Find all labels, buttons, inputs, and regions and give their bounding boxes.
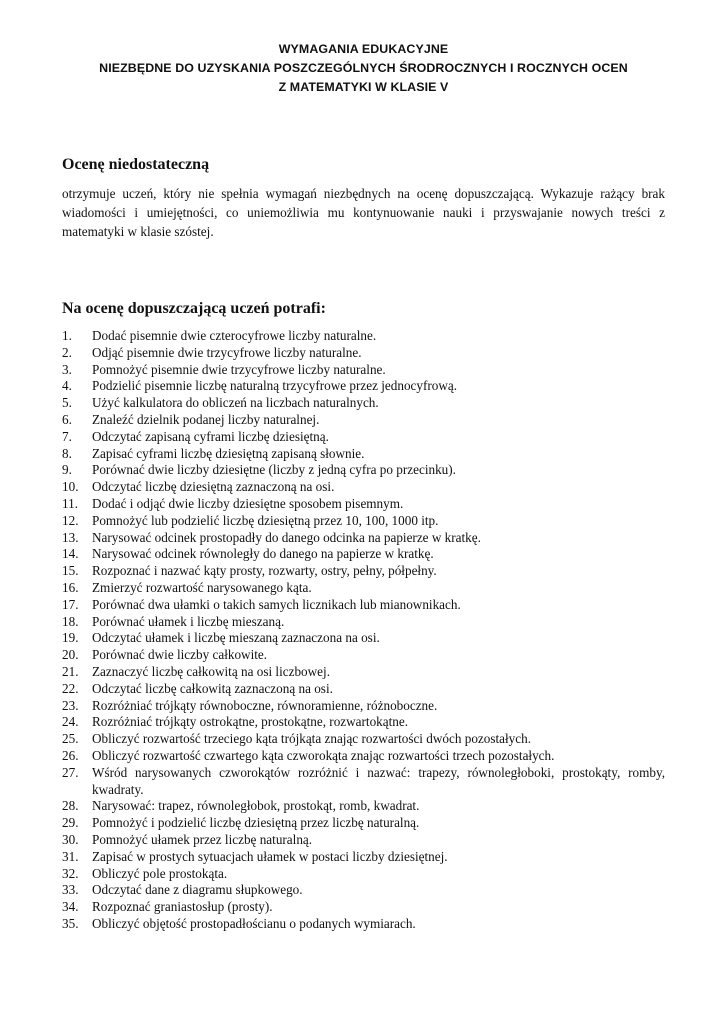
list-item [62, 446, 665, 463]
list-item-text: Odczytać ułamek i liczbę mieszaną zaznaczona na osi. [92, 630, 380, 646]
list-item-number: 22. [62, 680, 79, 696]
list-item [62, 866, 665, 883]
list-item-text: Porównać dwa ułamki o takich samych licznikach lub mianownikach. [92, 596, 461, 612]
list-item [62, 362, 665, 379]
list-item-text: Odczytać liczbę całkowitą zaznaczoną na osi. [92, 680, 333, 696]
list-item-number: 25. [62, 731, 79, 747]
list-item [62, 378, 665, 395]
list-item-number: 11. [62, 495, 78, 511]
list-item-text: Rozpoznać graniastosłup (prosty). [92, 899, 273, 915]
list-item [62, 429, 665, 446]
list-item [62, 765, 665, 799]
list-item [62, 681, 665, 698]
list-item [62, 462, 665, 479]
list-item-text: Odczytać dane z diagramu słupkowego. [92, 882, 303, 898]
list-item-text: Odczytać liczbę dziesiętną zaznaczoną na osi. [92, 479, 335, 495]
list-item-number: 16. [62, 579, 79, 595]
list-item-text: Odjąć pisemnie dwie trzycyfrowe liczby naturalne. [92, 344, 362, 360]
list-item-text: Dodać pisemnie dwie czterocyfrowe liczby naturalne. [92, 328, 377, 343]
list-item [62, 647, 665, 664]
section-paragraph-insufficient: otrzymuje uczeń, który nie spełnia wymagań niezbędnych na ocenę dopuszczającą. Wykazuje rażący brak wiadomości i umiejętności, co uniemożliwia mu kontynuowanie nauki i przyswajanie nowych treści z matematyki w klasie szóstej. [62, 186, 665, 239]
list-item-number: 17. [62, 596, 79, 612]
list-item-number: 24. [62, 714, 79, 730]
list-item-number: 13. [62, 529, 79, 545]
list-item-text: Porównać dwie liczby całkowite. [92, 647, 268, 663]
list-item-number: 5. [62, 395, 72, 411]
list-item-number: 14. [62, 546, 79, 562]
list-item-number: 32. [62, 865, 79, 881]
list-item-text: Obliczyć objętość prostopadłościanu o podanych wymiarach. [92, 915, 416, 931]
list-item-number: 28. [62, 798, 79, 814]
list-item-text: Porównać ułamek i liczbę mieszaną. [92, 613, 285, 629]
list-item [62, 664, 665, 681]
list-item-text: Obliczyć rozwartość czwartego kąta czworokąta znając rozwartości trzech pozostałych. [92, 747, 555, 763]
list-item [62, 530, 665, 547]
list-item [62, 412, 665, 429]
list-item [62, 479, 665, 496]
list-item-text: Dodać i odjąć dwie liczby dziesiętne sposobem pisemnym. [92, 495, 404, 511]
list-item [62, 546, 665, 563]
list-item [62, 748, 665, 765]
list-item-number: 8. [62, 445, 72, 461]
title-line-1: WYMAGANIA EDUKACYJNE [278, 42, 449, 56]
list-item [62, 698, 665, 715]
list-item-number: 3. [62, 361, 72, 377]
list-item-text: Obliczyć rozwartość trzeciego kąta trójkąta znając rozwartości dwóch pozostałych. [92, 731, 532, 747]
list-item [62, 849, 665, 866]
list-item-number: 29. [62, 815, 79, 831]
list-item-text: Narysować: trapez, równoległobok, prostokąt, romb, kwadrat. [92, 798, 420, 814]
list-item-text: Zaznaczyć liczbę całkowitą na osi liczbowej. [92, 663, 330, 679]
list-item [62, 563, 665, 580]
list-item [62, 328, 665, 345]
list-item-text: Narysować odcinek prostopadły do danego odcinka na papierze w kratkę. [92, 529, 481, 545]
list-item-number: 12. [62, 512, 79, 528]
list-item-number: 4. [62, 378, 72, 394]
list-item [62, 899, 665, 916]
list-item-text: Zmierzyć rozwartość narysowanego kąta. [92, 579, 312, 595]
list-item-number: 35. [62, 915, 79, 931]
list-item-number: 7. [62, 428, 72, 444]
list-item-text: Wśród narysowanych czworokątów rozróżnić i nazwać: trapezy, równoległoboki, prostokąty, romby, kwadraty. [92, 764, 665, 797]
list-item-number: 15. [62, 563, 79, 579]
list-item [62, 395, 665, 412]
list-item-text: Użyć kalkulatora do obliczeń na liczbach naturalnych. [92, 395, 379, 411]
list-item [62, 815, 665, 832]
list-item-number: 26. [62, 747, 79, 763]
list-item [62, 513, 665, 530]
list-item-number: 23. [62, 697, 79, 713]
list-item [62, 798, 665, 815]
list-item-number: 19. [62, 630, 79, 646]
list-item-text: Rozpoznać i nazwać kąty prosty, rozwarty, ostry, pełny, półpełny. [92, 563, 437, 579]
list-item-text: Obliczyć pole prostokąta. [92, 865, 228, 881]
list-item [62, 597, 665, 614]
list-item [62, 614, 665, 631]
list-item [62, 630, 665, 647]
list-item-text: Pomnożyć lub podzielić liczbę dziesiętną przez 10, 100, 1000 itp. [92, 512, 439, 528]
list-item [62, 496, 665, 513]
section-heading-sufficient: Na ocenę dopuszczającą uczeń potrafi: [62, 300, 326, 317]
list-item-text: Pomnożyć ułamek przez liczbę naturalną. [92, 831, 313, 847]
document-page [62, 40, 665, 933]
list-item-number: 27. [62, 764, 79, 780]
title-line-3: Z MATEMATYKI W KLASIE V [278, 80, 449, 94]
list-item [62, 714, 665, 731]
list-item-number: 2. [62, 344, 72, 360]
document-title [62, 40, 665, 97]
list-item [62, 580, 665, 597]
list-item-text: Rozróżniać trójkąty ostrokątne, prostokątne, rozwartokątne. [92, 714, 409, 730]
list-item-number: 18. [62, 613, 79, 629]
list-item-number: 6. [62, 411, 72, 427]
list-item [62, 916, 665, 933]
list-item [62, 731, 665, 748]
list-item-number: 31. [62, 848, 79, 864]
list-item-text: Podzielić pisemnie liczbę naturalną trzycyfrowe przez jednocyfrową. [92, 378, 458, 394]
list-item-number: 10. [62, 479, 79, 495]
list-item-text: Zapisać w prostych sytuacjach ułamek w postaci liczby dziesiętnej. [92, 848, 448, 864]
section-heading-insufficient: Ocenę niedostateczną [62, 156, 210, 173]
list-item-number: 20. [62, 647, 79, 663]
requirements-list [62, 328, 665, 933]
list-item-text: Pomnożyć i podzielić liczbę dziesiętną przez liczbę naturalną. [92, 815, 420, 831]
list-item-text: Znaleźć dzielnik podanej liczby naturalnej. [92, 411, 320, 427]
list-item-number: 30. [62, 831, 79, 847]
list-item-number: 1. [62, 328, 72, 343]
list-item [62, 832, 665, 849]
list-item-text: Odczytać zapisaną cyframi liczbę dziesiętną. [92, 428, 329, 444]
list-item-text: Rozróżniać trójkąty równoboczne, równoramienne, różnoboczne. [92, 697, 438, 713]
list-item-text: Porównać dwie liczby dziesiętne (liczby z jedną cyfra po przecinku). [92, 462, 456, 478]
list-item-text: Narysować odcinek równoległy do danego na papierze w kratkę. [92, 546, 434, 562]
title-line-2: NIEZBĘDNE DO UZYSKANIA POSZCZEGÓLNYCH ŚRODROCZNYCH I ROCZNYCH OCEN [99, 61, 628, 75]
list-item-number: 21. [62, 663, 79, 679]
list-item-text: Pomnożyć pisemnie dwie trzycyfrowe liczby naturalne. [92, 361, 386, 377]
list-item [62, 882, 665, 899]
list-item-number: 34. [62, 899, 79, 915]
list-item-number: 9. [62, 462, 72, 478]
list-item-number: 33. [62, 882, 79, 898]
list-item-text: Zapisać cyframi liczbę dziesiętną zapisaną słownie. [92, 445, 365, 461]
list-item [62, 345, 665, 362]
